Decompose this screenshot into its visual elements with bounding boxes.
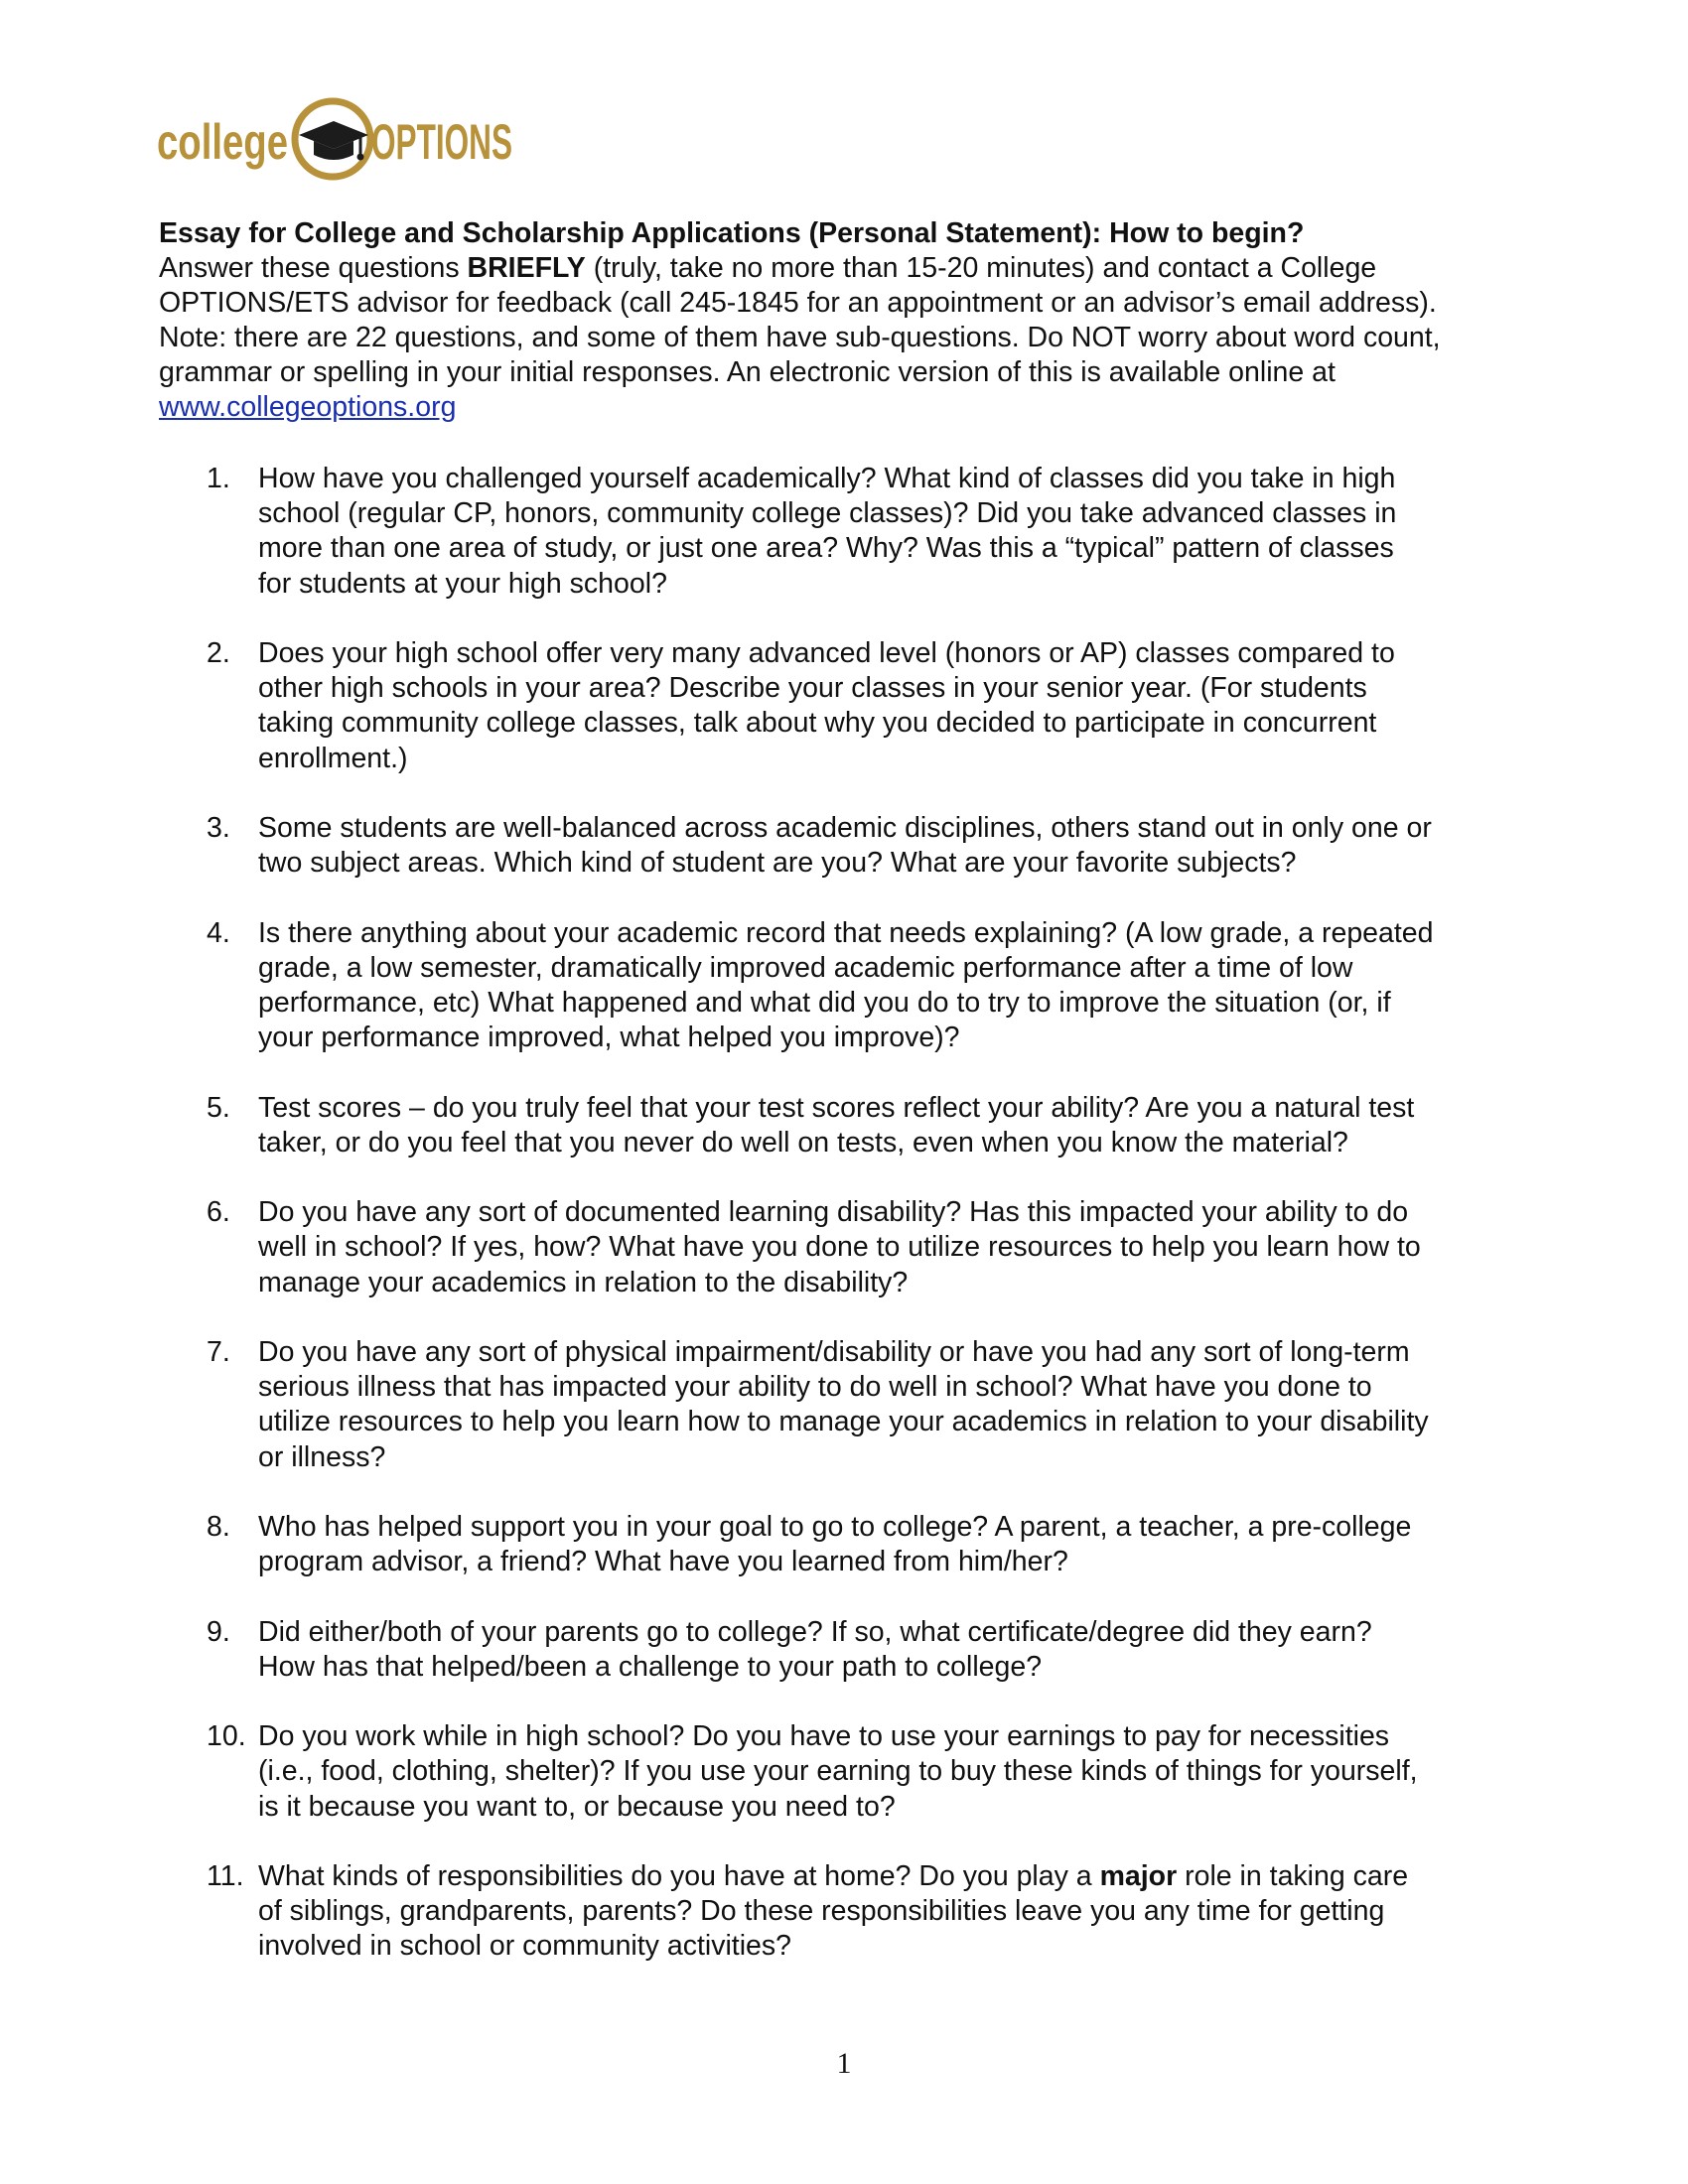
- question-text: role in taking care: [1177, 1859, 1409, 1892]
- question-item: [159, 1859, 1569, 1965]
- question-line: program advisor, a friend? What have you learned from him/her?: [258, 1546, 1068, 1578]
- page-number: 1: [836, 2047, 852, 2080]
- question-line: serious illness that has impacted your ability to do well in school? What have you done to: [258, 1371, 1372, 1404]
- college-options-logo: [157, 95, 514, 185]
- question-line: performance, etc) What happened and what did you do to try to improve the situation (or, if: [258, 987, 1391, 1019]
- question-line: for students at your high school?: [258, 567, 667, 600]
- question-line: Is there anything about your academic record that needs explaining? (A low grade, a repeated: [258, 916, 1434, 949]
- question-line: grade, a low semester, dramatically improved academic performance after a time of low: [258, 951, 1353, 984]
- intro-line-4: grammar or spelling in your initial responses. An electronic version of this is available online at: [159, 356, 1336, 388]
- question-line: your performance improved, what helped you improve)?: [258, 1022, 960, 1054]
- question-line: taker, or do you feel that you never do well on tests, even when you know the material?: [258, 1126, 1348, 1159]
- intro-line-2: OPTIONS/ETS advisor for feedback (call 245-1845 for an appointment or an advisor’s email address).: [159, 287, 1437, 319]
- question-item: [159, 1195, 1569, 1300]
- question-line: [258, 1859, 1569, 1894]
- question-item: [159, 1335, 1569, 1475]
- logo-college-text: college: [157, 114, 288, 170]
- question-line: Test scores – do you truly feel that your test scores reflect your ability? Are you a natural test: [258, 1091, 1415, 1124]
- intro-line-1: [159, 251, 1569, 286]
- question-line: taking community college classes, talk about why you decided to participate in concurrent: [258, 707, 1377, 740]
- question-item: [159, 636, 1569, 776]
- question-line: well in school? If yes, how? What have you done to utilize resources to help you learn how to: [258, 1231, 1421, 1264]
- question-line: school (regular CP, honors, community college classes)? Did you take advanced classes in: [258, 497, 1397, 530]
- question-line: utilize resources to help you learn how to manage your academics in relation to your disability: [258, 1406, 1429, 1438]
- question-number: 2.: [207, 637, 230, 669]
- question-line: involved in school or community activities?: [258, 1930, 791, 1963]
- question-item: [159, 1510, 1569, 1579]
- logo-options-text: OPTIONS: [371, 114, 512, 170]
- question-number: 5.: [207, 1091, 230, 1124]
- intro-emphasis: BRIEFLY: [467, 252, 586, 284]
- question-number: 6.: [207, 1196, 230, 1229]
- question-line: manage your academics in relation to the disability?: [258, 1266, 909, 1298]
- question-number: 8.: [207, 1510, 230, 1543]
- question-line: Do you have any sort of physical impairment/disability or have you had any sort of long-term: [258, 1335, 1410, 1368]
- document-title: Essay for College and Scholarship Applications (Personal Statement): How to begin?: [159, 217, 1305, 249]
- question-line: or illness?: [258, 1440, 386, 1473]
- question-number: 9.: [207, 1615, 230, 1648]
- intro-line-3: Note: there are 22 questions, and some of them have sub-questions. Do NOT worry about word count,: [159, 322, 1441, 353]
- question-item: [159, 916, 1569, 1056]
- question-line: is it because you want to, or because you need to?: [258, 1790, 896, 1823]
- question-line: Does your high school offer very many advanced level (honors or AP) classes compared to: [258, 637, 1395, 669]
- question-line: Do you work while in high school? Do you have to use your earnings to pay for necessities: [258, 1720, 1390, 1753]
- question-line: other high schools in your area? Describe your classes in your senior year. (For students: [258, 672, 1367, 705]
- website-link[interactable]: www.collegeoptions.org: [159, 391, 457, 423]
- question-line: Some students are well-balanced across academic disciplines, others stand out in only one or: [258, 812, 1432, 844]
- question-item: [159, 462, 1569, 602]
- question-line: enrollment.): [258, 742, 408, 774]
- question-list: [159, 462, 1569, 1999]
- question-line: more than one area of study, or just one area? Why? Was this a “typical” pattern of classes: [258, 532, 1394, 565]
- question-item: [159, 1615, 1569, 1685]
- question-item: [159, 811, 1569, 881]
- graduation-cap-icon: [295, 101, 370, 177]
- question-line: How has that helped/been a challenge to your path to college?: [258, 1650, 1043, 1683]
- intro-line-1-start: Answer these questions: [159, 252, 468, 284]
- question-line: Did either/both of your parents go to college? If so, what certificate/degree did they earn?: [258, 1615, 1372, 1648]
- question-number: 11.: [207, 1859, 244, 1892]
- question-number: 7.: [207, 1335, 230, 1368]
- intro-block: [159, 216, 1569, 425]
- question-item: [159, 1091, 1569, 1160]
- question-number: 3.: [207, 812, 230, 844]
- question-line: two subject areas. Which kind of student are you? What are your favorite subjects?: [258, 847, 1297, 880]
- intro-line-1-end: (truly, take no more than 15-20 minutes) and contact a College: [585, 252, 1377, 284]
- question-line: Do you have any sort of documented learning disability? Has this impacted your ability to do: [258, 1196, 1409, 1229]
- question-text: What kinds of responsibilities do you have at home? Do you play a: [258, 1859, 1100, 1892]
- question-emphasis: major: [1099, 1859, 1178, 1892]
- question-line: How have you challenged yourself academically? What kind of classes did you take in high: [258, 463, 1396, 494]
- question-number: 4.: [207, 916, 230, 949]
- question-item: [159, 1719, 1569, 1825]
- question-line: Who has helped support you in your goal to go to college? A parent, a teacher, a pre-college: [258, 1510, 1412, 1543]
- question-number: 10.: [207, 1720, 246, 1753]
- question-line: of siblings, grandparents, parents? Do these responsibilities leave you any time for getting: [258, 1895, 1385, 1928]
- question-number: 1.: [207, 463, 230, 494]
- question-line: (i.e., food, clothing, shelter)? If you use your earning to buy these kinds of things for yourself,: [258, 1755, 1418, 1788]
